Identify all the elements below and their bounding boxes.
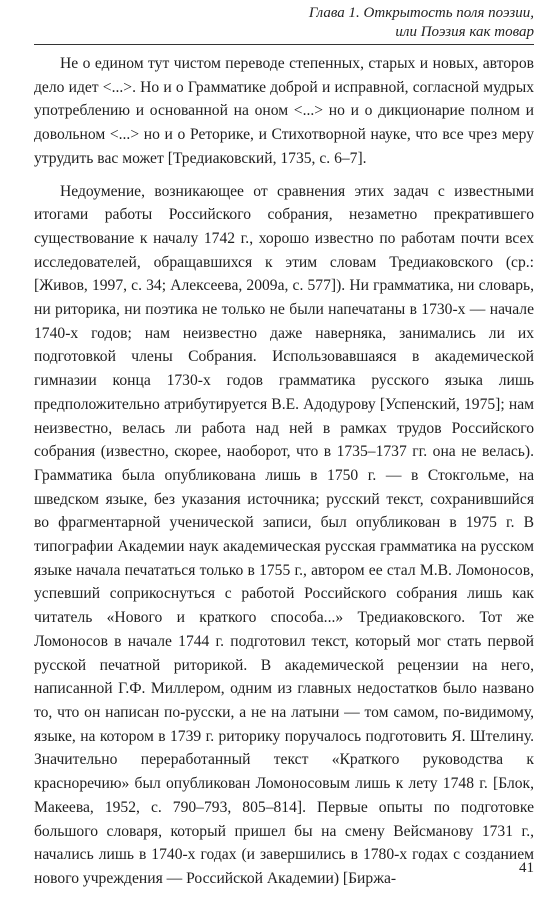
quote-paragraph: Не о едином тут чистом переводе степенных, старых и новых, авторов дело идет <...>. Но и о Грамматике доброй и исправной, согласной мудрых употреблению и основанной на оном <...> но и о дикционарие полном и довольном <...> но и о Реторике, и Стихотворной науке, что все чрез меру утрудить вас может [Тредиаковский, 1735, с. 6–7].: [34, 55, 534, 167]
page-number: 41: [519, 860, 534, 876]
body-paragraph: Недоумение, возникающее от сравнения этих задач с известными итогами работы Российского собрания, незаметно прекратившего существование к началу 1742 г., хорошо известно по работам почти всех исследователей, обращавшихся к этим словам Тредиаковского (ср.: [Живов, 1997, с. 34; Алексеева, 2009а, с. 577]). Ни грамматика, ни словарь, ни риторика, ни поэтика не только не были напечатаны в 1730-х — начале 1740-х годов; нам неизвестно даже наверняка, занимались ли их подготовкой члены Собрания. Использовавшаяся в академической гимназии конца 1730-х годов грамматика русского языка лишь предположительно атрибутируется В.Е. Адодурову [Успенский, 1975]; нам неизвестно, велась ли работа над ней в рамках трудов Российского собрания (известно, скорее, наоборот, что в 1735–1737 гг. она не велась). Грамматика была опубликована лишь в 1750 г. — в Стокгольме, на шведском языке, без указания источника; русский текст, сохранившийся во фрагментарной ученической записи, был опубликован в 1975 г. В типографии Академии наук академическая русская грамматика на русском языке начала печататься только в 1755 г., автором ее стал М.В. Ломоносов, успевший соприкоснуться с работой Российского собрания лишь как читатель «Нового и краткого способа...» Тредиаковского. Тот же Ломоносов в начале 1744 г. подготовил текст, который мог стать первой русской печатной риторикой. В академической рецензии на него, написанной Г.Ф. Миллером, одним из главных недостатков было названо то, что он написан по-русски, а не на латыни — том самом, по-видимому, языке, на котором в 1739 г. риторику поручалось подготовить Я. Штелину. Значительно переработанный текст «Краткого руководства к красноречию» был опубликован Ломоносовым лишь к лету 1748 г. [Блок, Макеева, 1952, с. 790–793, 805–814]. Первые опыты по подготовке большого словаря, который пришел бы на смену Вейсманову 1731 г., начались лишь в 1740-х годах (и завершились в 1780-х годах с созданием нового учреждения — Российской Академии) [Биржа-: [34, 182, 534, 887]
header-divider: [34, 44, 534, 45]
body-text: [34, 52, 534, 891]
running-header: [309, 4, 534, 42]
running-header-line-1: Глава 1. Открытость поля поэзии,: [308, 5, 534, 21]
book-page: [34, 0, 534, 901]
running-header-line-2: или Поэзия как товар: [395, 24, 534, 40]
